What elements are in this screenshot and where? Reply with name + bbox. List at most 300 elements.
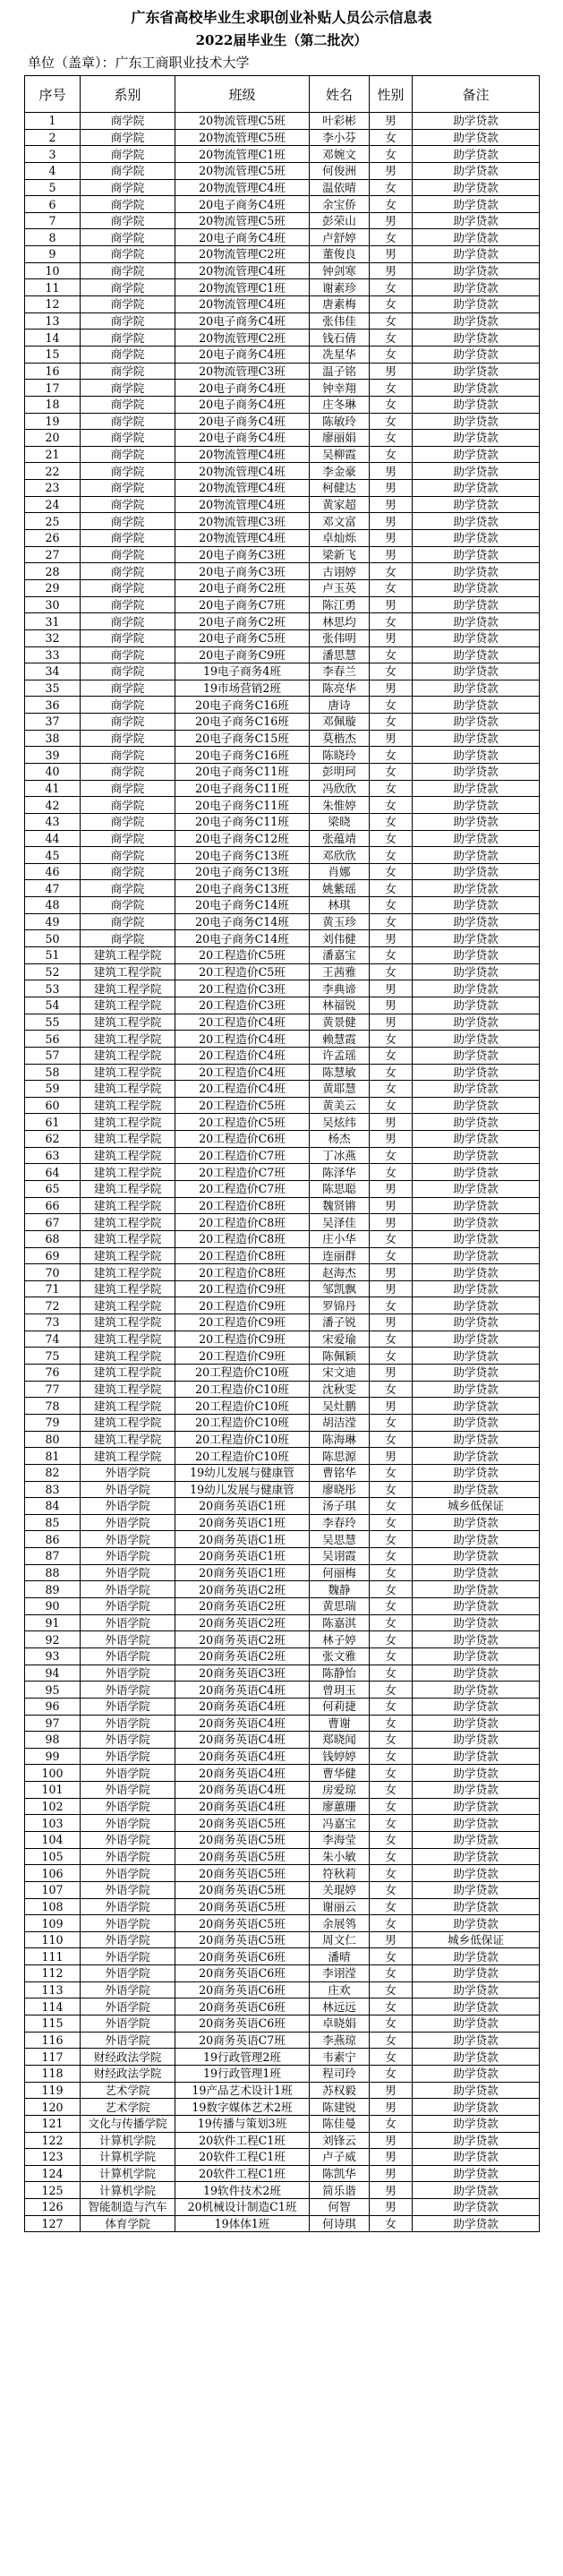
cell-name: 姚紫瑶 bbox=[310, 880, 370, 897]
cell-name: 沈秋雯 bbox=[310, 1381, 370, 1398]
cell-index: 29 bbox=[25, 579, 81, 596]
cell-name: 余宝侨 bbox=[310, 196, 370, 213]
cell-name: 温依晴 bbox=[310, 179, 370, 196]
cell-department: 建筑工程学院 bbox=[81, 1131, 175, 1148]
cell-gender: 女 bbox=[370, 129, 413, 146]
cell-class: 20商务英语C5班 bbox=[175, 1848, 310, 1865]
table-row bbox=[25, 2015, 540, 2033]
cell-class: 20物流管理C4班 bbox=[175, 496, 310, 513]
table-row bbox=[25, 1197, 540, 1214]
cell-remark: 助学贷款 bbox=[413, 513, 540, 530]
cell-index: 48 bbox=[25, 897, 81, 914]
cell-department: 外语学院 bbox=[81, 1931, 175, 1948]
cell-name: 冯嘉宝 bbox=[310, 1815, 370, 1832]
table-row bbox=[25, 146, 540, 163]
cell-remark: 助学贷款 bbox=[413, 797, 540, 814]
cell-class: 20工程造价C5班 bbox=[175, 947, 310, 964]
cell-remark: 助学贷款 bbox=[413, 1230, 540, 1247]
cell-remark: 助学贷款 bbox=[413, 162, 540, 179]
cell-gender: 女 bbox=[370, 1614, 413, 1631]
cell-index: 57 bbox=[25, 1047, 81, 1064]
cell-class: 20电子商务C15班 bbox=[175, 730, 310, 747]
cell-index: 62 bbox=[25, 1131, 81, 1148]
cell-index: 53 bbox=[25, 980, 81, 997]
cell-department: 商学院 bbox=[81, 880, 175, 897]
cell-gender: 女 bbox=[370, 1981, 413, 1998]
cell-name: 李春兰 bbox=[310, 663, 370, 680]
cell-department: 计算机学院 bbox=[81, 2132, 175, 2149]
cell-department: 商学院 bbox=[81, 680, 175, 697]
cell-department: 商学院 bbox=[81, 312, 175, 329]
cell-remark: 助学贷款 bbox=[413, 2032, 540, 2049]
cell-name: 陈建锐 bbox=[310, 2099, 370, 2116]
table-row bbox=[25, 2082, 540, 2099]
cell-name: 赵海杰 bbox=[310, 1264, 370, 1281]
cell-name: 柯健达 bbox=[310, 480, 370, 497]
cell-index: 37 bbox=[25, 714, 81, 731]
cell-index: 126 bbox=[25, 2199, 81, 2216]
cell-class: 20工程造价C7班 bbox=[175, 1164, 310, 1181]
cell-class: 20工程造价C4班 bbox=[175, 1014, 310, 1031]
cell-name: 刘锋云 bbox=[310, 2132, 370, 2149]
cell-class: 20物流管理C2班 bbox=[175, 246, 310, 263]
cell-remark: 助学贷款 bbox=[413, 1581, 540, 1598]
cell-index: 65 bbox=[25, 1181, 81, 1198]
table-row bbox=[25, 296, 540, 313]
cell-index: 16 bbox=[25, 363, 81, 380]
cell-name: 陈海琳 bbox=[310, 1431, 370, 1448]
cell-department: 商学院 bbox=[81, 714, 175, 731]
cell-gender: 男 bbox=[370, 1365, 413, 1382]
cell-class: 20物流管理C3班 bbox=[175, 363, 310, 380]
cell-department: 体育学院 bbox=[81, 2215, 175, 2232]
cell-name: 彭荣山 bbox=[310, 212, 370, 229]
cell-gender: 女 bbox=[370, 1848, 413, 1865]
cell-gender: 女 bbox=[370, 714, 413, 731]
table-row bbox=[25, 897, 540, 914]
cell-gender: 男 bbox=[370, 1114, 413, 1131]
cell-class: 20工程造价C9班 bbox=[175, 1348, 310, 1365]
cell-department: 外语学院 bbox=[81, 1998, 175, 2015]
cell-remark: 助学贷款 bbox=[413, 1665, 540, 1682]
cell-department: 外语学院 bbox=[81, 1881, 175, 1898]
cell-name: 简乐谐 bbox=[310, 2182, 370, 2199]
cell-remark: 助学贷款 bbox=[413, 446, 540, 463]
cell-class: 20商务英语C4班 bbox=[175, 1732, 310, 1749]
cell-index: 8 bbox=[25, 229, 81, 246]
cell-name: 古诩婷 bbox=[310, 563, 370, 580]
cell-gender: 女 bbox=[370, 1581, 413, 1598]
cell-gender: 男 bbox=[370, 1280, 413, 1297]
cell-remark: 助学贷款 bbox=[413, 1365, 540, 1382]
table-row bbox=[25, 1280, 540, 1297]
cell-department: 外语学院 bbox=[81, 1598, 175, 1615]
cell-class: 20商务英语C2班 bbox=[175, 1581, 310, 1598]
cell-remark: 助学贷款 bbox=[413, 346, 540, 363]
cell-department: 商学院 bbox=[81, 763, 175, 780]
cell-remark: 助学贷款 bbox=[413, 629, 540, 646]
cell-name: 黄思瑞 bbox=[310, 1598, 370, 1615]
table-row bbox=[25, 413, 540, 430]
cell-class: 20物流管理C4班 bbox=[175, 262, 310, 279]
cell-gender: 女 bbox=[370, 1414, 413, 1431]
cell-remark: 助学贷款 bbox=[413, 2165, 540, 2182]
cell-department: 建筑工程学院 bbox=[81, 1031, 175, 1048]
cell-gender: 男 bbox=[370, 1197, 413, 1214]
cell-class: 20商务英语C1班 bbox=[175, 1514, 310, 1531]
cell-class: 20商务英语C1班 bbox=[175, 1531, 310, 1548]
cell-gender: 男 bbox=[370, 480, 413, 497]
cell-remark: 助学贷款 bbox=[413, 363, 540, 380]
cell-class: 20商务英语C6班 bbox=[175, 1981, 310, 1998]
cell-class: 19幼儿发展与健康管 bbox=[175, 1464, 310, 1481]
cell-name: 陈敏玲 bbox=[310, 413, 370, 430]
cell-name: 黄家超 bbox=[310, 496, 370, 513]
cell-remark: 助学贷款 bbox=[413, 413, 540, 430]
cell-gender: 男 bbox=[370, 629, 413, 646]
cell-gender: 女 bbox=[370, 747, 413, 764]
cell-gender: 男 bbox=[370, 162, 413, 179]
table-row bbox=[25, 1131, 540, 1148]
table-row bbox=[25, 1164, 540, 1181]
column-header-name: 姓名 bbox=[310, 76, 370, 113]
cell-class: 20商务英语C5班 bbox=[175, 1831, 310, 1848]
cell-name: 宋爱瑜 bbox=[310, 1331, 370, 1348]
cell-index: 7 bbox=[25, 212, 81, 229]
cell-remark: 助学贷款 bbox=[413, 1898, 540, 1915]
cell-index: 89 bbox=[25, 1581, 81, 1598]
cell-department: 艺术学院 bbox=[81, 2082, 175, 2099]
cell-gender: 男 bbox=[370, 730, 413, 747]
cell-gender: 女 bbox=[370, 579, 413, 596]
cell-department: 商学院 bbox=[81, 279, 175, 296]
cell-class: 20商务英语C4班 bbox=[175, 1782, 310, 1799]
cell-remark: 助学贷款 bbox=[413, 1431, 540, 1448]
cell-gender: 女 bbox=[370, 1247, 413, 1264]
cell-department: 商学院 bbox=[81, 480, 175, 497]
table-row bbox=[25, 813, 540, 830]
table-row bbox=[25, 1782, 540, 1799]
cell-class: 19体体1班 bbox=[175, 2215, 310, 2232]
cell-class: 20工程造价C5班 bbox=[175, 1097, 310, 1114]
cell-department: 商学院 bbox=[81, 897, 175, 914]
cell-name: 肖娜 bbox=[310, 863, 370, 880]
table-row bbox=[25, 279, 540, 296]
cell-gender: 女 bbox=[370, 2015, 413, 2033]
cell-gender: 男 bbox=[370, 1448, 413, 1465]
table-row bbox=[25, 1314, 540, 1331]
table-row bbox=[25, 1765, 540, 1782]
cell-department: 建筑工程学院 bbox=[81, 1197, 175, 1214]
cell-gender: 女 bbox=[370, 947, 413, 964]
cell-gender: 女 bbox=[370, 396, 413, 413]
cell-name: 陈静怡 bbox=[310, 1665, 370, 1682]
cell-remark: 助学贷款 bbox=[413, 279, 540, 296]
cell-class: 20商务英语C4班 bbox=[175, 1682, 310, 1699]
cell-class: 20电子商务C14班 bbox=[175, 897, 310, 914]
cell-gender: 男 bbox=[370, 1214, 413, 1231]
cell-department: 外语学院 bbox=[81, 1665, 175, 1682]
cell-class: 20工程造价C3班 bbox=[175, 997, 310, 1014]
cell-class: 20工程造价C5班 bbox=[175, 1114, 310, 1131]
cell-index: 111 bbox=[25, 1948, 81, 1965]
cell-remark: 助学贷款 bbox=[413, 480, 540, 497]
table-row bbox=[25, 1614, 540, 1631]
cell-gender: 女 bbox=[370, 1682, 413, 1699]
cell-remark: 助学贷款 bbox=[413, 697, 540, 714]
cell-gender: 女 bbox=[370, 312, 413, 329]
cell-gender: 女 bbox=[370, 1548, 413, 1565]
cell-gender: 女 bbox=[370, 1915, 413, 1932]
cell-department: 商学院 bbox=[81, 697, 175, 714]
cell-department: 外语学院 bbox=[81, 2032, 175, 2049]
table-row bbox=[25, 730, 540, 747]
table-row bbox=[25, 196, 540, 213]
unit-line bbox=[24, 52, 539, 73]
cell-class: 19行政管理1班 bbox=[175, 2065, 310, 2082]
cell-department: 商学院 bbox=[81, 813, 175, 830]
cell-class: 19数字媒体艺术2班 bbox=[175, 2099, 310, 2116]
cell-class: 20工程造价C9班 bbox=[175, 1297, 310, 1314]
cell-name: 林琪 bbox=[310, 897, 370, 914]
cell-name: 李诩滢 bbox=[310, 1965, 370, 1982]
cell-name: 吴思慧 bbox=[310, 1531, 370, 1548]
cell-class: 20电子商务C4班 bbox=[175, 346, 310, 363]
cell-gender: 男 bbox=[370, 930, 413, 947]
cell-index: 102 bbox=[25, 1798, 81, 1815]
cell-remark: 助学贷款 bbox=[413, 646, 540, 663]
cell-remark: 助学贷款 bbox=[413, 596, 540, 613]
cell-class: 20商务英语C6班 bbox=[175, 1965, 310, 1982]
table-row bbox=[25, 579, 540, 596]
cell-department: 外语学院 bbox=[81, 1698, 175, 1715]
table-row bbox=[25, 1331, 540, 1348]
cell-name: 李海莹 bbox=[310, 1831, 370, 1848]
cell-gender: 女 bbox=[370, 2065, 413, 2082]
cell-class: 20电子商务C4班 bbox=[175, 380, 310, 397]
cell-class: 20商务英语C4班 bbox=[175, 1765, 310, 1782]
cell-name: 陈佩颖 bbox=[310, 1348, 370, 1365]
cell-class: 20商务英语C4班 bbox=[175, 1748, 310, 1765]
table-row bbox=[25, 1881, 540, 1898]
cell-department: 商学院 bbox=[81, 346, 175, 363]
cell-class: 20商务英语C4班 bbox=[175, 1715, 310, 1732]
cell-index: 28 bbox=[25, 563, 81, 580]
cell-index: 14 bbox=[25, 329, 81, 347]
cell-index: 112 bbox=[25, 1965, 81, 1982]
cell-class: 20电子商务C3班 bbox=[175, 563, 310, 580]
cell-class: 20商务英语C4班 bbox=[175, 1798, 310, 1815]
cell-name: 冼星华 bbox=[310, 346, 370, 363]
cell-gender: 女 bbox=[370, 2049, 413, 2066]
cell-class: 20工程造价C10班 bbox=[175, 1381, 310, 1398]
cell-department: 建筑工程学院 bbox=[81, 1264, 175, 1281]
cell-index: 43 bbox=[25, 813, 81, 830]
cell-remark: 助学贷款 bbox=[413, 1548, 540, 1565]
cell-name: 苏权毅 bbox=[310, 2082, 370, 2099]
cell-name: 梁晓 bbox=[310, 813, 370, 830]
table-row bbox=[25, 1047, 540, 1064]
cell-class: 19产品艺术设计1班 bbox=[175, 2082, 310, 2099]
cell-class: 20商务英语C5班 bbox=[175, 1865, 310, 1882]
cell-name: 谢丽云 bbox=[310, 1898, 370, 1915]
table-row bbox=[25, 680, 540, 697]
document-title: 广东省高校毕业生求职创业补贴人员公示信息表 bbox=[131, 9, 432, 26]
cell-gender: 男 bbox=[370, 2199, 413, 2216]
cell-name: 潘子锐 bbox=[310, 1314, 370, 1331]
cell-name: 朱小敏 bbox=[310, 1848, 370, 1865]
cell-class: 20商务英语C3班 bbox=[175, 1665, 310, 1682]
table-row bbox=[25, 1581, 540, 1598]
cell-gender: 女 bbox=[370, 1431, 413, 1448]
cell-remark: 助学贷款 bbox=[413, 2115, 540, 2132]
cell-department: 商学院 bbox=[81, 413, 175, 430]
cell-index: 19 bbox=[25, 413, 81, 430]
cell-department: 商学院 bbox=[81, 380, 175, 397]
table-row bbox=[25, 1732, 540, 1749]
cell-gender: 男 bbox=[370, 1014, 413, 1031]
cell-class: 20工程造价C7班 bbox=[175, 1147, 310, 1164]
table-row bbox=[25, 463, 540, 480]
cell-index: 82 bbox=[25, 1464, 81, 1481]
cell-index: 32 bbox=[25, 629, 81, 646]
table-row bbox=[25, 513, 540, 530]
cell-index: 103 bbox=[25, 1815, 81, 1832]
table-row bbox=[25, 563, 540, 580]
cell-gender: 女 bbox=[370, 897, 413, 914]
cell-remark: 城乡低保证 bbox=[413, 1931, 540, 1948]
cell-remark: 助学贷款 bbox=[413, 1064, 540, 1081]
table-row bbox=[25, 1965, 540, 1982]
cell-name: 林子婷 bbox=[310, 1631, 370, 1648]
cell-department: 商学院 bbox=[81, 663, 175, 680]
table-row bbox=[25, 2199, 540, 2216]
cell-department: 外语学院 bbox=[81, 1464, 175, 1481]
table-row bbox=[25, 1097, 540, 1114]
cell-department: 外语学院 bbox=[81, 1564, 175, 1581]
cell-name: 叶彩彬 bbox=[310, 113, 370, 130]
cell-class: 20工程造价C8班 bbox=[175, 1264, 310, 1281]
cell-class: 20商务英语C5班 bbox=[175, 1931, 310, 1948]
column-header-department: 系别 bbox=[81, 76, 175, 113]
cell-remark: 助学贷款 bbox=[413, 1097, 540, 1114]
cell-name: 潘嘉宝 bbox=[310, 947, 370, 964]
cell-department: 商学院 bbox=[81, 930, 175, 947]
cell-name: 卢子威 bbox=[310, 2149, 370, 2166]
table-row bbox=[25, 380, 540, 397]
cell-gender: 男 bbox=[370, 212, 413, 229]
cell-index: 109 bbox=[25, 1915, 81, 1932]
cell-gender: 男 bbox=[370, 2149, 413, 2166]
cell-gender: 女 bbox=[370, 1865, 413, 1882]
cell-name: 林远远 bbox=[310, 1998, 370, 2015]
cell-index: 114 bbox=[25, 1998, 81, 2015]
cell-name: 唐素梅 bbox=[310, 296, 370, 313]
table-row bbox=[25, 480, 540, 497]
cell-index: 45 bbox=[25, 847, 81, 864]
table-row bbox=[25, 1031, 540, 1048]
cell-name: 卢舒婷 bbox=[310, 229, 370, 246]
cell-name: 罗锦丹 bbox=[310, 1297, 370, 1314]
cell-index: 122 bbox=[25, 2132, 81, 2149]
cell-class: 20工程造价C4班 bbox=[175, 1064, 310, 1081]
cell-class: 20商务英语C2班 bbox=[175, 1631, 310, 1648]
cell-index: 66 bbox=[25, 1197, 81, 1214]
cell-gender: 女 bbox=[370, 847, 413, 864]
cell-name: 卓灿烁 bbox=[310, 530, 370, 547]
cell-class: 19行政管理2班 bbox=[175, 2049, 310, 2066]
cell-department: 建筑工程学院 bbox=[81, 1064, 175, 1081]
cell-class: 20电子商务C14班 bbox=[175, 913, 310, 930]
cell-index: 83 bbox=[25, 1481, 81, 1498]
cell-gender: 男 bbox=[370, 496, 413, 513]
cell-name: 吴诩霞 bbox=[310, 1548, 370, 1565]
cell-remark: 助学贷款 bbox=[413, 680, 540, 697]
table-row bbox=[25, 930, 540, 947]
cell-gender: 男 bbox=[370, 1314, 413, 1331]
cell-remark: 助学贷款 bbox=[413, 430, 540, 447]
cell-gender: 女 bbox=[370, 1881, 413, 1898]
cell-gender: 男 bbox=[370, 246, 413, 263]
cell-class: 20电子商务C16班 bbox=[175, 697, 310, 714]
cell-department: 商学院 bbox=[81, 596, 175, 613]
cell-index: 101 bbox=[25, 1782, 81, 1799]
cell-class: 20商务英语C2班 bbox=[175, 1598, 310, 1615]
cell-index: 54 bbox=[25, 997, 81, 1014]
document-subtitle: 2022届毕业生（第二批次） bbox=[195, 32, 368, 48]
cell-remark: 助学贷款 bbox=[413, 1398, 540, 1415]
cell-index: 22 bbox=[25, 463, 81, 480]
cell-department: 商学院 bbox=[81, 296, 175, 313]
cell-department: 外语学院 bbox=[81, 1581, 175, 1598]
table-row bbox=[25, 1998, 540, 2015]
cell-class: 20工程造价C4班 bbox=[175, 1047, 310, 1064]
cell-name: 房爱琼 bbox=[310, 1782, 370, 1799]
cell-class: 20电子商务C13班 bbox=[175, 863, 310, 880]
cell-remark: 助学贷款 bbox=[413, 730, 540, 747]
cell-department: 外语学院 bbox=[81, 1981, 175, 1998]
cell-index: 64 bbox=[25, 1164, 81, 1181]
cell-department: 商学院 bbox=[81, 613, 175, 630]
cell-name: 吴炫纬 bbox=[310, 1114, 370, 1131]
table-row bbox=[25, 2215, 540, 2232]
cell-name: 李典谛 bbox=[310, 980, 370, 997]
column-header-gender: 性别 bbox=[370, 76, 413, 113]
cell-class: 20电子商务C5班 bbox=[175, 629, 310, 646]
cell-class: 20商务英语C1班 bbox=[175, 1498, 310, 1515]
cell-index: 9 bbox=[25, 246, 81, 263]
cell-name: 张伟明 bbox=[310, 629, 370, 646]
cell-gender: 女 bbox=[370, 1631, 413, 1648]
cell-class: 20商务英语C6班 bbox=[175, 1948, 310, 1965]
cell-gender: 男 bbox=[370, 513, 413, 530]
cell-class: 20商务英语C1班 bbox=[175, 1548, 310, 1565]
cell-class: 20物流管理C3班 bbox=[175, 513, 310, 530]
cell-gender: 男 bbox=[370, 1398, 413, 1415]
cell-gender: 女 bbox=[370, 1732, 413, 1749]
cell-class: 20工程造价C9班 bbox=[175, 1314, 310, 1331]
cell-department: 建筑工程学院 bbox=[81, 1398, 175, 1415]
cell-class: 20电子商务C9班 bbox=[175, 646, 310, 663]
cell-remark: 助学贷款 bbox=[413, 613, 540, 630]
cell-department: 外语学院 bbox=[81, 1782, 175, 1799]
cell-remark: 城乡低保证 bbox=[413, 1498, 540, 1515]
cell-remark: 助学贷款 bbox=[413, 897, 540, 914]
cell-index: 84 bbox=[25, 1498, 81, 1515]
cell-remark: 助学贷款 bbox=[413, 1564, 540, 1581]
cell-gender: 女 bbox=[370, 229, 413, 246]
cell-remark: 助学贷款 bbox=[413, 1081, 540, 1098]
